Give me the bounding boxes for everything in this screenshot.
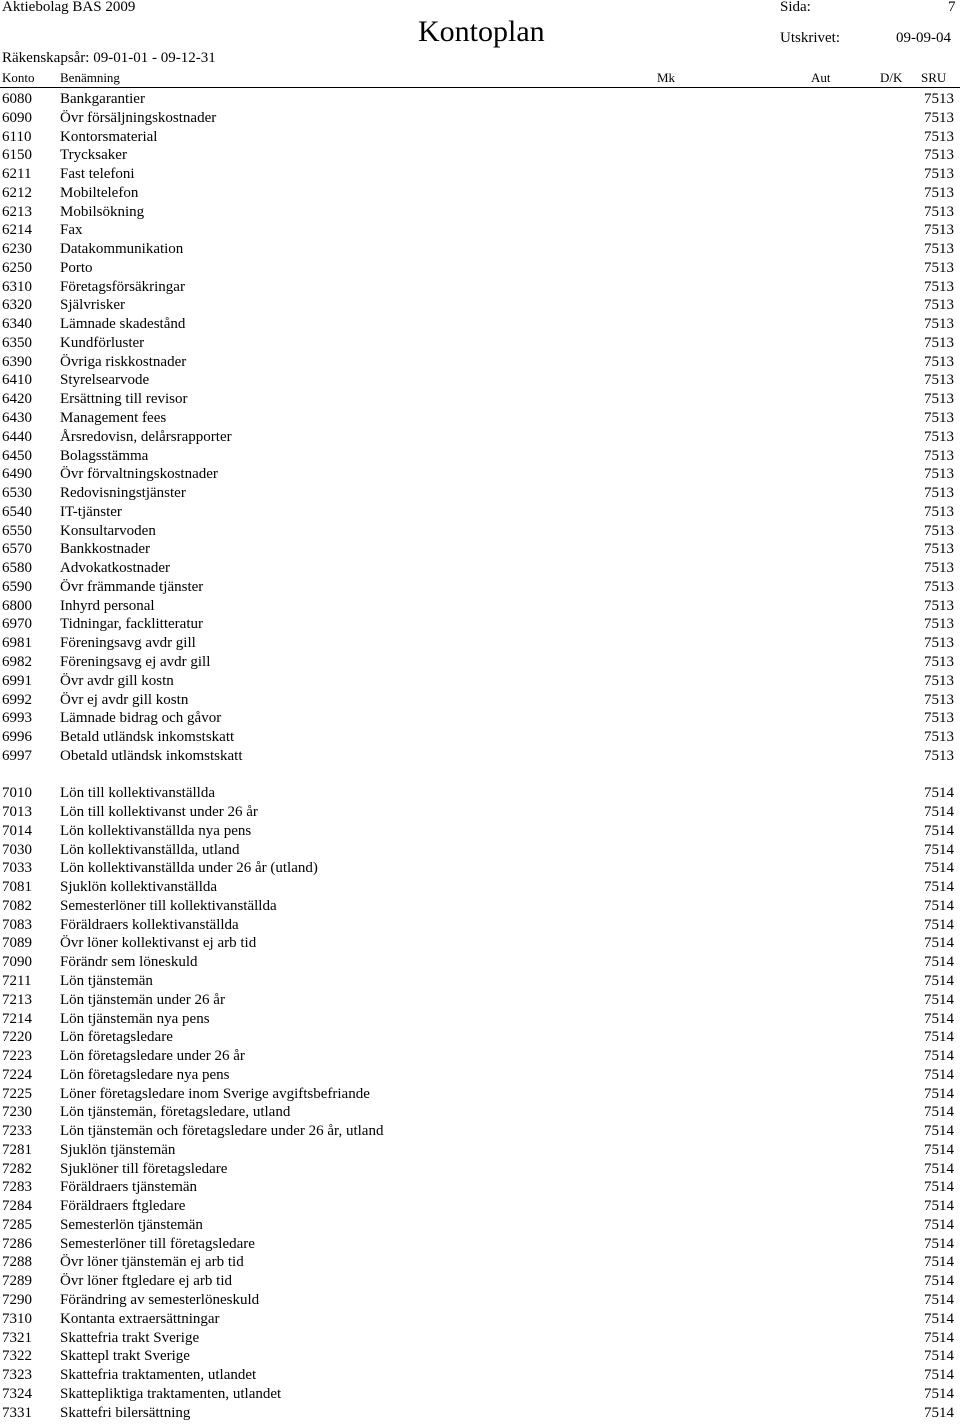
sru-code: 7513	[924, 428, 954, 445]
table-row	[0, 1235, 960, 1254]
account-name: Lämnade bidrag och gåvor	[60, 710, 222, 727]
account-number: 6993	[2, 710, 32, 727]
account-name: Kundförluster	[60, 334, 145, 351]
sru-code: 7514	[924, 1235, 954, 1252]
table-row	[0, 897, 960, 916]
account-number: 7083	[2, 916, 32, 933]
sru-code: 7513	[924, 334, 954, 351]
account-name: Mobilsökning	[60, 203, 145, 220]
account-name: Fast telefoni	[60, 166, 135, 183]
account-number: 6590	[2, 578, 32, 595]
account-number: 7213	[2, 991, 32, 1008]
sru-code: 7514	[924, 804, 954, 821]
account-number: 6450	[2, 447, 32, 464]
account-number: 6430	[2, 410, 32, 427]
sru-code: 7513	[924, 203, 954, 220]
table-row	[0, 1066, 960, 1085]
sru-code: 7514	[924, 916, 954, 933]
header-divider	[0, 87, 960, 88]
sru-code: 7513	[924, 297, 954, 314]
table-row	[0, 428, 960, 447]
sru-code: 7514	[924, 860, 954, 877]
sru-code: 7514	[924, 1292, 954, 1308]
table-row	[0, 1347, 960, 1366]
sru-code: 7513	[924, 541, 954, 558]
sru-code: 7514	[924, 1123, 954, 1140]
account-name: Skattefria trakt Sverige	[60, 1329, 200, 1346]
table-row	[0, 1160, 960, 1179]
account-name: Datakommunikation	[60, 241, 184, 258]
table-row	[0, 653, 960, 672]
table-row	[0, 1028, 960, 1047]
table-row	[0, 859, 960, 878]
account-number: 6110	[2, 128, 32, 145]
sru-code: 7514	[924, 1310, 954, 1327]
sru-code: 7514	[924, 1273, 954, 1290]
account-number: 7013	[2, 804, 32, 821]
table-row	[0, 1404, 960, 1423]
table-row	[0, 803, 960, 822]
sru-code: 7513	[924, 91, 954, 107]
account-name: Styrelsearvode	[60, 372, 150, 389]
table-row	[0, 822, 960, 841]
account-number: 6150	[2, 147, 32, 164]
account-name: Föräldraers kollektivanställda	[60, 916, 239, 933]
sru-code: 7514	[924, 1329, 954, 1346]
account-number: 6090	[2, 109, 32, 126]
sru-code: 7513	[924, 522, 954, 539]
column-header-aut: Aut	[811, 70, 831, 85]
table-row	[0, 484, 960, 503]
table-row	[0, 1216, 960, 1235]
account-name: IT-tjänster	[60, 503, 122, 520]
sru-code: 7514	[924, 1160, 954, 1177]
table-row	[0, 503, 960, 522]
account-name: Företagsförsäkringar	[60, 278, 185, 295]
account-number: 6580	[2, 560, 32, 577]
account-name: Lön företagsledare under 26 år	[60, 1048, 245, 1065]
table-row	[0, 615, 960, 634]
account-number: 7324	[2, 1385, 32, 1402]
account-name: Lön företagsledare nya pens	[60, 1066, 230, 1083]
sru-code: 7513	[924, 391, 954, 408]
group-spacer	[0, 766, 960, 785]
account-number: 7289	[2, 1273, 32, 1290]
account-name: Förändr sem löneskuld	[60, 954, 198, 971]
account-number: 7290	[2, 1292, 32, 1308]
table-row	[0, 371, 960, 390]
sru-code: 7514	[924, 1104, 954, 1121]
account-name: Föräldraers tjänstemän	[60, 1179, 198, 1196]
sru-code: 7514	[924, 935, 954, 952]
sru-code: 7513	[924, 747, 954, 764]
printed-label: Utskrivet:	[780, 30, 840, 46]
account-name: Fax	[60, 222, 83, 239]
account-number: 6997	[2, 747, 32, 764]
account-number: 6800	[2, 597, 32, 614]
account-name: Övr ej avdr gill kostn	[60, 691, 189, 708]
account-name: Lön tjänstemän och företagsledare under 26 år, utland	[60, 1123, 384, 1140]
account-name: Obetald utländsk inkomstskatt	[60, 747, 243, 764]
account-number: 6080	[2, 91, 32, 107]
account-name: Mobiltelefon	[60, 184, 139, 201]
table-row	[0, 1085, 960, 1104]
account-number: 7284	[2, 1198, 32, 1215]
table-row	[0, 184, 960, 203]
table-row	[0, 1385, 960, 1404]
account-number: 6214	[2, 222, 32, 239]
sru-code: 7513	[924, 372, 954, 389]
account-name: Skattefri bilersättning	[60, 1404, 191, 1421]
account-name: Semesterlöner till företagsledare	[60, 1235, 255, 1252]
account-name: Lön tjänstemän	[60, 972, 153, 989]
table-row	[0, 1103, 960, 1122]
table-row	[0, 1310, 960, 1329]
sru-code: 7514	[924, 1029, 954, 1046]
table-row	[0, 203, 960, 222]
account-name: Övr löner kollektivanst ej arb tid	[60, 935, 257, 952]
sru-code: 7513	[924, 447, 954, 464]
page-title: Kontoplan	[418, 15, 545, 48]
sru-code: 7513	[924, 353, 954, 370]
table-row	[0, 1178, 960, 1197]
account-number: 6540	[2, 503, 32, 520]
account-name: Advokatkostnader	[60, 560, 170, 577]
table-row	[0, 784, 960, 803]
account-number: 7089	[2, 935, 32, 952]
account-name: Övr främmande tjänster	[60, 578, 204, 595]
sru-code: 7513	[924, 222, 954, 239]
sru-code: 7513	[924, 278, 954, 295]
account-name: Betald utländsk inkomstskatt	[60, 729, 235, 746]
account-name: Sjuklön tjänstemän	[60, 1141, 176, 1158]
table-row	[0, 878, 960, 897]
account-number: 6996	[2, 729, 32, 746]
account-name: Lön tjänstemän, företagsledare, utland	[60, 1104, 291, 1121]
sru-code: 7513	[924, 485, 954, 502]
sru-code: 7513	[924, 184, 954, 201]
table-row	[0, 221, 960, 240]
sru-code: 7513	[924, 672, 954, 689]
column-header-benamning: Benämning	[60, 70, 120, 85]
account-number: 7322	[2, 1348, 32, 1365]
account-name: Årsredovisn, delårsrapporter	[60, 428, 232, 445]
account-name: Kontorsmaterial	[60, 128, 158, 145]
account-name: Lön kollektivanställda nya pens	[60, 822, 252, 839]
account-name: Sjuklöner till företagsledare	[60, 1160, 228, 1177]
account-name: Konsultarvoden	[60, 522, 156, 539]
table-row	[0, 1366, 960, 1385]
table-row	[0, 1122, 960, 1141]
sru-code: 7514	[924, 954, 954, 971]
account-name: Lön tjänstemän under 26 år	[60, 991, 225, 1008]
sru-code: 7513	[924, 653, 954, 670]
account-name: Övr förvaltningskostnader	[60, 466, 218, 483]
account-number: 6991	[2, 672, 32, 689]
sru-code: 7514	[924, 879, 954, 896]
sru-code: 7514	[924, 991, 954, 1008]
account-name: Övr försäljningskostnader	[60, 109, 217, 126]
sru-code: 7513	[924, 729, 954, 746]
account-number: 6340	[2, 316, 32, 333]
sru-code: 7513	[924, 109, 954, 126]
account-name: Föreningsavg avdr gill	[60, 635, 196, 652]
table-row	[0, 1197, 960, 1216]
sru-code: 7514	[924, 1348, 954, 1365]
company-name: Aktiebolag BAS 2009	[2, 0, 136, 15]
column-header-sru: SRU	[921, 70, 947, 85]
account-name: Porto	[60, 259, 93, 276]
account-number: 7014	[2, 822, 32, 839]
account-name: Lön till kollektivanställda	[60, 785, 215, 802]
table-row	[0, 991, 960, 1010]
sru-code: 7513	[924, 560, 954, 577]
account-number: 7082	[2, 897, 32, 914]
table-row	[0, 1272, 960, 1291]
sru-code: 7513	[924, 316, 954, 333]
account-name: Kontanta extraersättningar	[60, 1310, 220, 1327]
table-row	[0, 1291, 960, 1310]
page-number: 7	[948, 0, 956, 15]
account-number: 6250	[2, 259, 32, 276]
sru-code: 7514	[924, 1066, 954, 1083]
sru-code: 7514	[924, 1179, 954, 1196]
sru-code: 7514	[924, 1085, 954, 1102]
account-name: Semesterlöner till kollektivanställda	[60, 897, 277, 914]
sru-code: 7514	[924, 897, 954, 914]
account-number: 6320	[2, 297, 32, 314]
account-number: 6350	[2, 334, 32, 351]
account-name: Skattepl trakt Sverige	[60, 1348, 190, 1365]
table-row	[0, 597, 960, 616]
table-row	[0, 447, 960, 466]
page-label: Sida:	[780, 0, 811, 15]
table-row	[0, 1253, 960, 1272]
account-number: 7331	[2, 1404, 32, 1421]
account-number: 7323	[2, 1367, 32, 1384]
table-row	[0, 1141, 960, 1160]
account-number: 6992	[2, 691, 32, 708]
account-name: Skattepliktiga traktamenten, utlandet	[60, 1385, 282, 1402]
sru-code: 7514	[924, 1048, 954, 1065]
sru-code: 7514	[924, 1404, 954, 1421]
account-list	[0, 90, 960, 1422]
account-name: Övr löner ftgledare ej arb tid	[60, 1273, 233, 1290]
table-row	[0, 259, 960, 278]
account-name: Bolagsstämma	[60, 447, 149, 464]
table-row	[0, 353, 960, 372]
sru-code: 7513	[924, 128, 954, 145]
table-row	[0, 109, 960, 128]
account-number: 7282	[2, 1160, 32, 1177]
account-name: Lämnade skadestånd	[60, 316, 186, 333]
table-row	[0, 390, 960, 409]
sru-code: 7514	[924, 1198, 954, 1215]
table-row	[0, 972, 960, 991]
account-name: Redovisningstjänster	[60, 485, 186, 502]
account-number: 6212	[2, 184, 32, 201]
table-row	[0, 728, 960, 747]
account-name: Semesterlön tjänstemän	[60, 1216, 203, 1233]
column-header-dk: D/K	[880, 70, 903, 85]
sru-code: 7514	[924, 1216, 954, 1233]
account-number: 6213	[2, 203, 32, 220]
account-number: 7214	[2, 1010, 32, 1027]
account-number: 7310	[2, 1310, 32, 1327]
sru-code: 7513	[924, 259, 954, 276]
sru-code: 7514	[924, 822, 954, 839]
sru-code: 7514	[924, 841, 954, 858]
table-row	[0, 916, 960, 935]
table-row	[0, 578, 960, 597]
table-row	[0, 165, 960, 184]
sru-code: 7514	[924, 1254, 954, 1271]
account-number: 6310	[2, 278, 32, 295]
sru-code: 7513	[924, 635, 954, 652]
table-row	[0, 672, 960, 691]
sru-code: 7513	[924, 710, 954, 727]
account-number: 6570	[2, 541, 32, 558]
column-header-konto: Konto	[2, 70, 35, 85]
account-number: 6982	[2, 653, 32, 670]
account-name: Övriga riskkostnader	[60, 353, 187, 370]
account-name: Föräldraers ftgledare	[60, 1198, 186, 1215]
account-name: Skattefria traktamenten, utlandet	[60, 1367, 257, 1384]
account-name: Övr löner tjänstemän ej arb tid	[60, 1254, 244, 1271]
account-number: 7283	[2, 1179, 32, 1196]
table-row	[0, 334, 960, 353]
account-number: 7230	[2, 1104, 32, 1121]
sru-code: 7514	[924, 1385, 954, 1402]
sru-code: 7513	[924, 597, 954, 614]
account-number: 7033	[2, 860, 32, 877]
account-number: 7223	[2, 1048, 32, 1065]
account-number: 6970	[2, 616, 32, 633]
sru-code: 7514	[924, 785, 954, 802]
account-number: 7220	[2, 1029, 32, 1046]
account-number: 7030	[2, 841, 32, 858]
table-row	[0, 540, 960, 559]
printed-date: 09-09-04	[896, 30, 951, 46]
account-name: Management fees	[60, 410, 167, 427]
table-row	[0, 709, 960, 728]
table-row	[0, 146, 960, 165]
account-name: Lön kollektivanställda, utland	[60, 841, 240, 858]
sru-code: 7513	[924, 147, 954, 164]
account-number: 7286	[2, 1235, 32, 1252]
account-name: Förändring av semesterlöneskuld	[60, 1292, 260, 1308]
account-number: 6420	[2, 391, 32, 408]
sru-code: 7513	[924, 466, 954, 483]
account-number: 7225	[2, 1085, 32, 1102]
table-row	[0, 934, 960, 953]
table-row	[0, 90, 960, 109]
account-number: 7281	[2, 1141, 32, 1158]
account-number: 6211	[2, 166, 32, 183]
sru-code: 7513	[924, 410, 954, 427]
account-name: Lön företagsledare	[60, 1029, 173, 1046]
sru-code: 7513	[924, 578, 954, 595]
table-row	[0, 841, 960, 860]
table-row	[0, 240, 960, 259]
sru-code: 7514	[924, 1141, 954, 1158]
sru-code: 7514	[924, 1010, 954, 1027]
account-number: 6490	[2, 466, 32, 483]
account-name: Sjuklön kollektivanställda	[60, 879, 218, 896]
table-row	[0, 522, 960, 541]
sru-code: 7513	[924, 241, 954, 258]
account-name: Självrisker	[60, 297, 125, 314]
account-number: 7010	[2, 785, 32, 802]
sru-code: 7513	[924, 691, 954, 708]
sru-code: 7514	[924, 972, 954, 989]
account-number: 7233	[2, 1123, 32, 1140]
table-row	[0, 128, 960, 147]
account-number: 6530	[2, 485, 32, 502]
table-row	[0, 278, 960, 297]
account-name: Trycksaker	[60, 147, 127, 164]
sru-code: 7513	[924, 166, 954, 183]
table-row	[0, 296, 960, 315]
fiscal-year: Räkenskapsår: 09-01-01 - 09-12-31	[2, 50, 216, 66]
table-row	[0, 409, 960, 428]
account-name: Lön kollektivanställda under 26 år (utland)	[60, 860, 318, 877]
table-row	[0, 315, 960, 334]
account-name: Lön till kollektivanst under 26 år	[60, 804, 258, 821]
account-name: Löner företagsledare inom Sverige avgiftsbefriande	[60, 1085, 370, 1102]
account-number: 7090	[2, 954, 32, 971]
account-number: 7321	[2, 1329, 32, 1346]
account-name: Bankgarantier	[60, 91, 145, 107]
account-number: 6550	[2, 522, 32, 539]
account-name: Bankkostnader	[60, 541, 150, 558]
account-name: Ersättning till revisor	[60, 391, 188, 408]
table-row	[0, 691, 960, 710]
table-row	[0, 1329, 960, 1348]
table-row	[0, 1010, 960, 1029]
table-row	[0, 953, 960, 972]
account-name: Lön tjänstemän nya pens	[60, 1010, 210, 1027]
account-number: 7081	[2, 879, 32, 896]
table-row	[0, 747, 960, 766]
account-name: Föreningsavg ej avdr gill	[60, 653, 211, 670]
account-number: 6230	[2, 241, 32, 258]
sru-code: 7513	[924, 503, 954, 520]
table-row	[0, 1047, 960, 1066]
account-number: 7288	[2, 1254, 32, 1271]
account-name: Tidningar, facklitteratur	[60, 616, 203, 633]
sru-code: 7514	[924, 1367, 954, 1384]
account-number: 6390	[2, 353, 32, 370]
sru-code: 7513	[924, 616, 954, 633]
account-name: Inhyrd personal	[60, 597, 155, 614]
account-number: 7211	[2, 972, 32, 989]
table-row	[0, 559, 960, 578]
column-header-mk: Mk	[657, 70, 676, 85]
account-number: 7224	[2, 1066, 32, 1083]
account-number: 7285	[2, 1216, 32, 1233]
table-row	[0, 634, 960, 653]
account-number: 6410	[2, 372, 32, 389]
account-number: 6981	[2, 635, 32, 652]
table-row	[0, 465, 960, 484]
account-number: 6440	[2, 428, 32, 445]
account-name: Övr avdr gill kostn	[60, 672, 174, 689]
